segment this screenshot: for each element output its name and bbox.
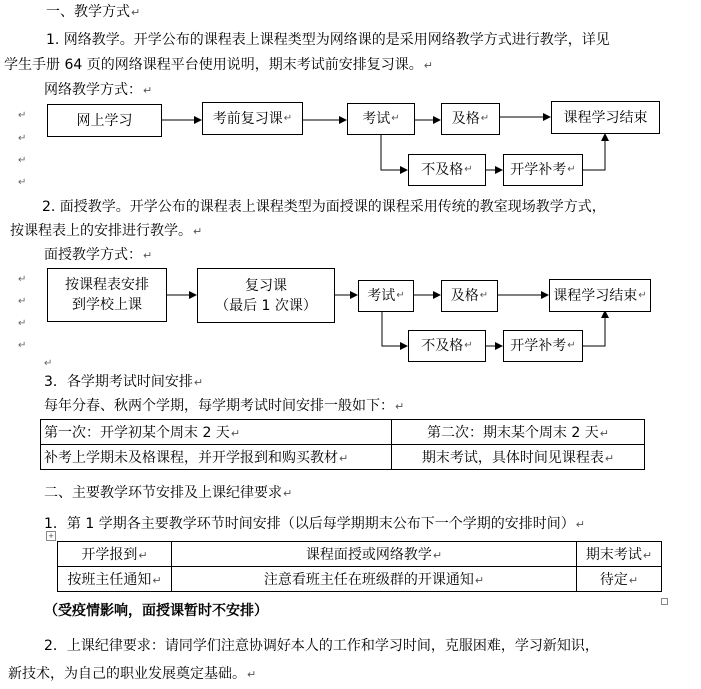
table-cell: 注意看班主任在班级群的开课通知↵ xyxy=(172,567,577,592)
margin-mark: ↵ xyxy=(18,110,27,121)
table-row xyxy=(58,567,662,592)
margin-mark: ↵ xyxy=(18,296,27,307)
table-cell: 期末考试↵ xyxy=(577,542,662,567)
table-cell: 待定↵ xyxy=(577,567,662,592)
table-cell: 第二次：期末某个周末 2 天↵ xyxy=(392,420,645,445)
flow1-exam: 考试 ↵ xyxy=(347,103,415,135)
section2-p2-line1: 2．上课纪律要求：请同学们注意协调好本人的工作和学习时间，克服困难，学习新知识， xyxy=(44,638,599,654)
margin-mark: ↵ xyxy=(18,155,27,166)
table-row xyxy=(58,542,662,567)
arrow-makeup-to-end xyxy=(582,134,605,170)
section1-heading: 一、教学方式↵ xyxy=(46,4,141,20)
table-row xyxy=(41,420,645,445)
flow2-pass: 及格 ↵ xyxy=(441,280,498,312)
exam-time-table xyxy=(40,419,645,470)
flow1-online-study: 网上学习 xyxy=(47,104,162,137)
table-move-handle[interactable]: + xyxy=(46,531,56,541)
flow2-class-at-school: 按课程表安排 到学校上课 xyxy=(47,268,167,322)
section1-p1-line1: 1. 网络教学。开学公布的课程表上课程类型为网络课的是采用网络教学方式进行教学，详见 xyxy=(46,32,610,48)
table-cell: 补考上学期未及格课程，并开学报到和购买教材↵ xyxy=(41,445,392,470)
arrow-exam-to-fail xyxy=(381,133,407,170)
table-resize-handle[interactable] xyxy=(661,598,668,605)
schedule-table xyxy=(57,541,662,592)
online-label: 网络教学方式：↵ xyxy=(44,82,153,98)
flow2-exam: 考试 ↵ xyxy=(358,280,414,312)
flow1-review: 考前复习课 ↵ xyxy=(202,102,303,135)
section1-p3-heading: 3．各学期考试时间安排↵ xyxy=(44,374,204,390)
section2-p2-line2: 新技术，为自己的职业发展奠定基础。↵ xyxy=(8,666,257,682)
flow2-makeup: 开学补考 ↵ xyxy=(503,330,583,362)
flow1-pass: 及格 ↵ xyxy=(441,103,500,135)
arrow-exam-to-fail-2 xyxy=(382,310,407,346)
flow2-end: 课程学习结束 ↵ xyxy=(549,279,651,312)
table-row xyxy=(41,445,645,470)
margin-mark: ↵ xyxy=(18,177,27,188)
margin-mark: ↵ xyxy=(18,340,27,351)
section1-p1-line2: 学生手册 64 页的网络课程平台使用说明，期末考试前安排复习课。↵ xyxy=(4,57,433,73)
section1-p2-line1: 2. 面授教学。开学公布的课程表上课程类型为面授课的课程采用传统的教室现场教学方式， xyxy=(42,199,606,215)
margin-mark: ↵ xyxy=(18,318,27,329)
table-cell: 按班主任通知↵ xyxy=(58,567,172,592)
arrow-makeup-to-end-2 xyxy=(582,311,605,346)
margin-mark: ↵ xyxy=(18,274,27,285)
table-cell: 课程面授或网络教学↵ xyxy=(172,542,577,567)
table-cell: 期末考试，具体时间见课程表↵ xyxy=(392,445,645,470)
flow2-review: 复习课 （最后 1 次课） xyxy=(197,268,335,323)
flow1-end: 课程学习结束 xyxy=(551,101,660,134)
section2-note: （受疫情影响，面授课暂时不安排） xyxy=(44,603,268,619)
margin-mark: ↵ xyxy=(18,133,27,144)
section1-p2-line2: 按课程表上的安排进行教学。↵ xyxy=(10,223,203,239)
section1-p3-text: 每年分春、秋两个学期，每学期考试时间安排一般如下：↵ xyxy=(44,398,405,414)
table-cell: 开学报到↵ xyxy=(58,542,172,567)
section2-heading: 二、主要教学环节安排及上课纪律要求↵ xyxy=(44,485,293,501)
flow2-fail: 不及格 ↵ xyxy=(408,330,486,362)
flow1-makeup: 开学补考 ↵ xyxy=(503,154,583,186)
table-cell: 第一次：开学初某个周末 2 天↵ xyxy=(41,420,392,445)
margin-mark: ↵ xyxy=(44,358,53,369)
flow1-fail: 不及格 ↵ xyxy=(408,154,486,186)
f2f-label: 面授教学方式：↵ xyxy=(44,247,153,263)
section2-p1: 1．第 1 学期各主要教学环节时间安排（以后每学期期末公布下一个学期的安排时间）↵ xyxy=(44,516,585,532)
